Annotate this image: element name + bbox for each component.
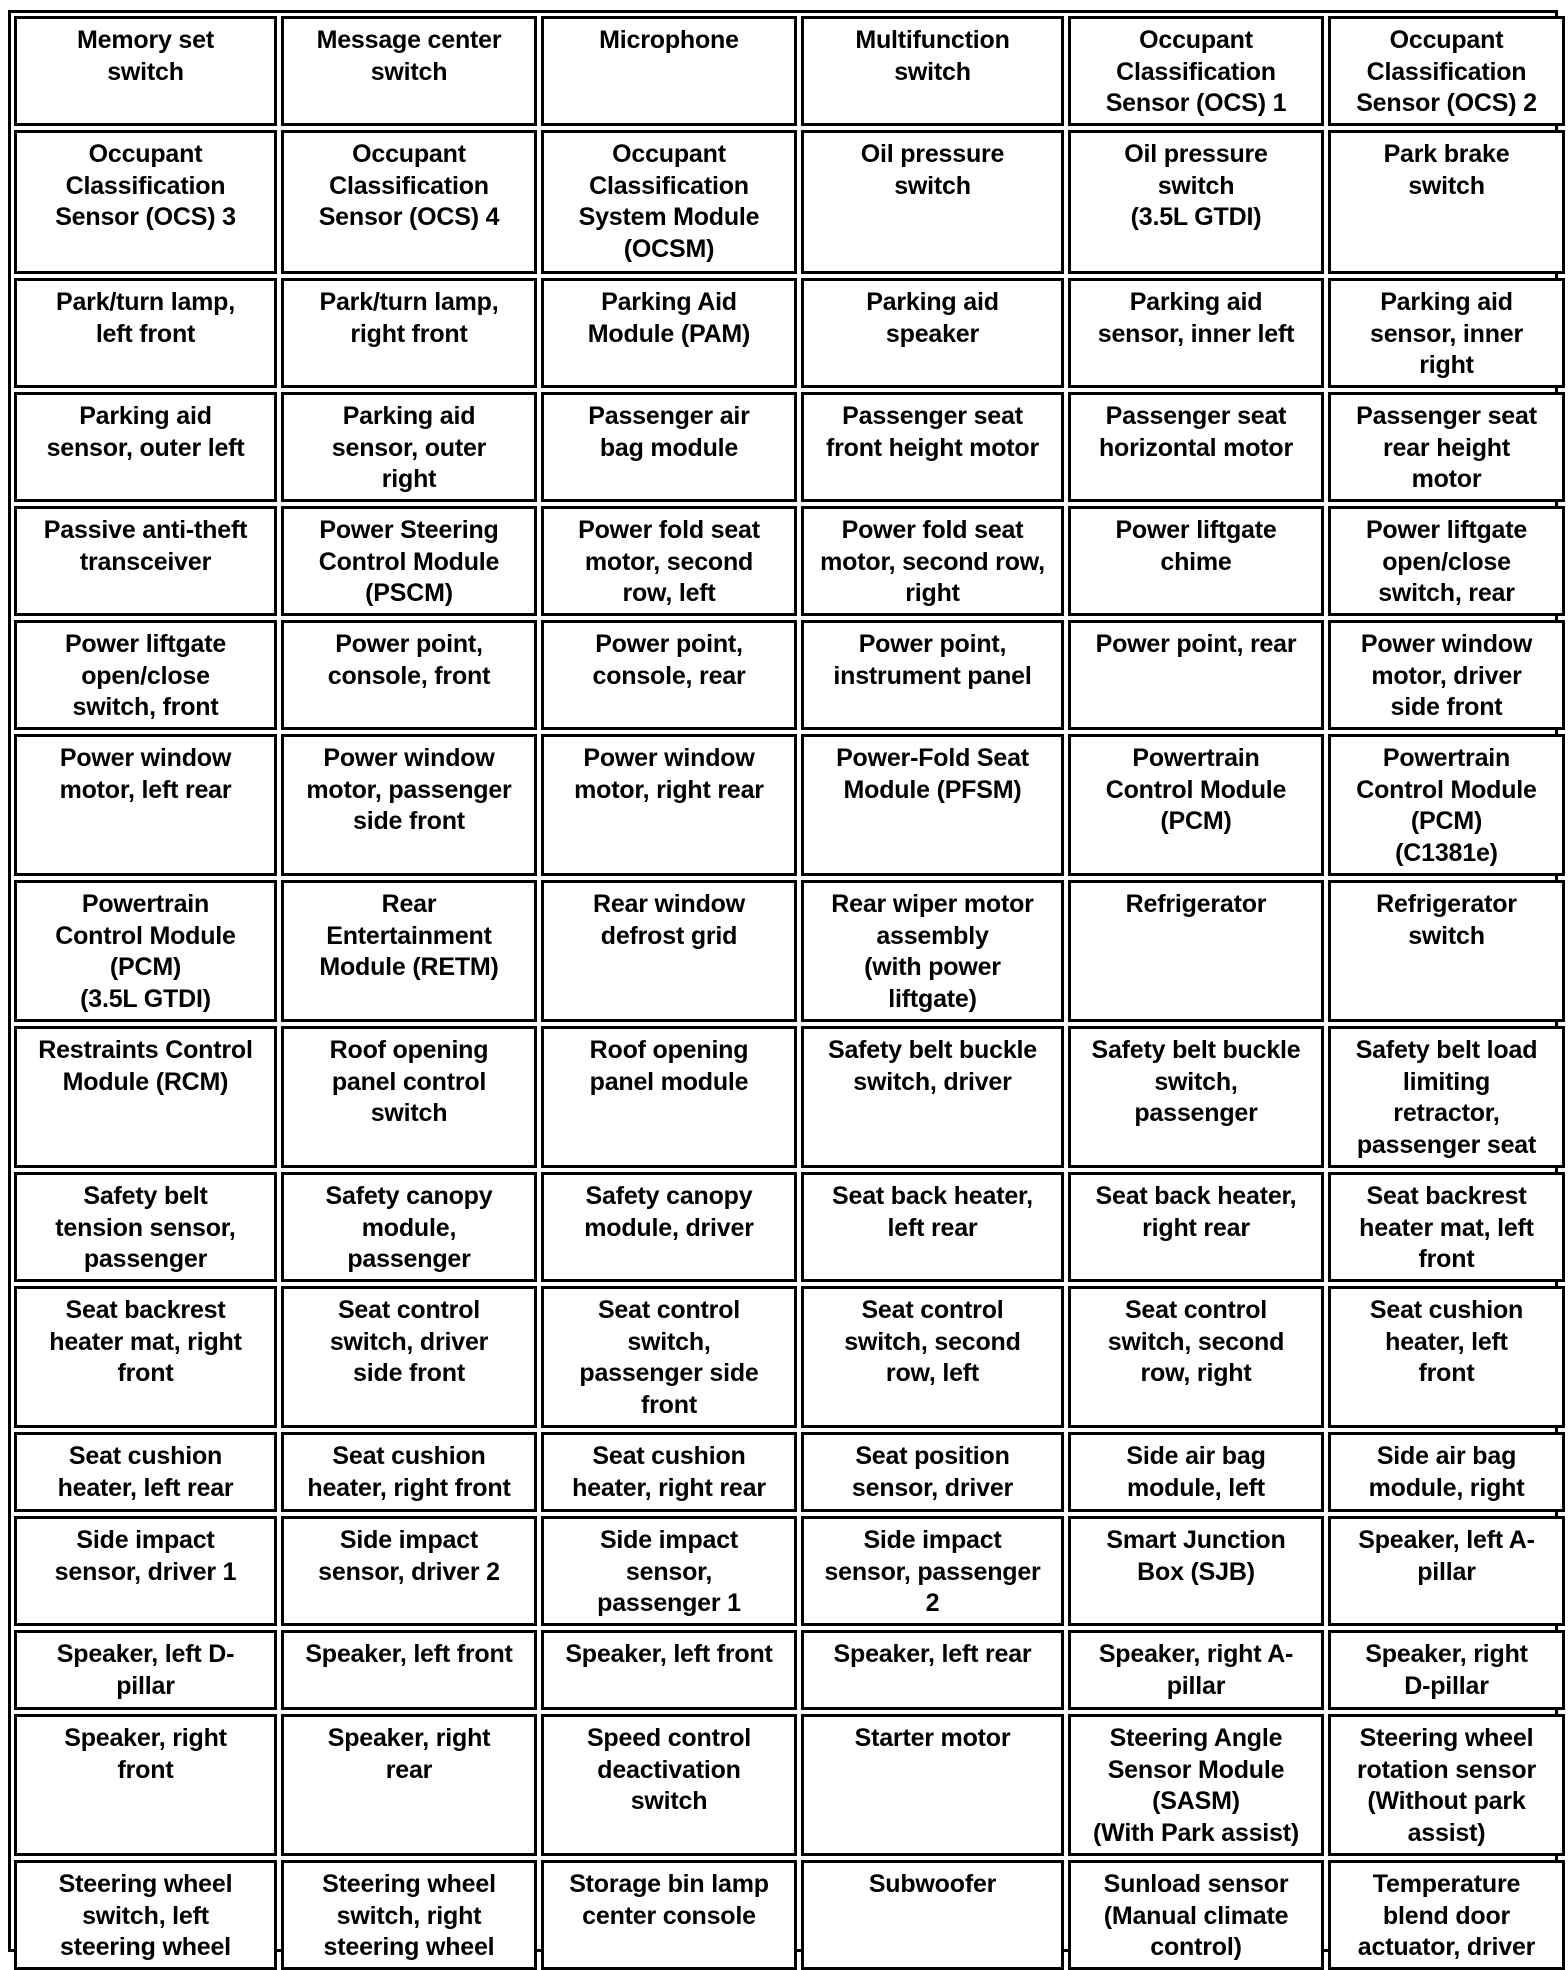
cell-label: Parking aid sensor, inner left — [1097, 288, 1295, 348]
table-cell — [281, 1516, 537, 1626]
cell-label: Safety belt load limiting retractor, passenger seat — [1355, 1036, 1538, 1159]
cell-label: Memory set switch — [77, 26, 214, 86]
table-cell — [1328, 734, 1565, 876]
table-cell — [1328, 1860, 1565, 1970]
table-cell — [14, 392, 277, 502]
cell-label: Seat control switch, passenger side front — [579, 1296, 759, 1419]
cell-label: Smart Junction Box (SJB) — [1106, 1526, 1286, 1586]
table-cell — [14, 278, 277, 388]
cell-label: Speaker, left front — [305, 1640, 513, 1668]
cell-label: Occupant Classification System Module (OCSM) — [578, 140, 760, 263]
table-cell — [1328, 130, 1565, 274]
table-cell — [14, 880, 277, 1022]
cell-label: Power Steering Control Module (PSCM) — [318, 516, 500, 607]
table-cell — [281, 506, 537, 616]
table-cell — [541, 1630, 797, 1710]
cell-label: Power point, console, rear — [592, 630, 746, 690]
table-cell — [801, 620, 1064, 730]
cell-label: Multifunction switch — [855, 26, 1010, 86]
table-cell — [1328, 506, 1565, 616]
cell-label: Occupant Classification Sensor (OCS) 2 — [1356, 26, 1537, 117]
table-cell — [1328, 1432, 1565, 1512]
cell-label: Speaker, right rear — [327, 1724, 491, 1784]
table-cell — [541, 506, 797, 616]
table-cell — [14, 1026, 277, 1168]
table-cell — [801, 1026, 1064, 1168]
table-cell — [541, 16, 797, 126]
table-cell — [801, 130, 1064, 274]
cell-label: Steering wheel rotation sensor (Without park assist) — [1357, 1724, 1536, 1847]
cell-label: Oil pressure switch (3.5L GTDI) — [1124, 140, 1268, 231]
table-cell — [1068, 392, 1324, 502]
table-cell — [1068, 16, 1324, 126]
cell-label: Seat position sensor, driver — [851, 1442, 1014, 1502]
table-cell — [801, 392, 1064, 502]
table-cell — [14, 1630, 277, 1710]
cell-label: Side impact sensor, driver 1 — [54, 1526, 237, 1586]
cell-label: Side air bag module, left — [1126, 1442, 1266, 1502]
table-cell — [1068, 734, 1324, 876]
table-cell — [1068, 1286, 1324, 1428]
cell-label: Subwoofer — [868, 1870, 997, 1898]
cell-label: Speaker, right D-pillar — [1365, 1640, 1528, 1700]
table-cell — [541, 392, 797, 502]
table-cell — [541, 1286, 797, 1428]
table-cell — [1068, 506, 1324, 616]
cell-label: Steering wheel switch, left steering wheel — [58, 1870, 233, 1961]
table-cell — [1068, 1516, 1324, 1626]
cell-label: Power point, console, front — [327, 630, 491, 690]
cell-label: Power window motor, passenger side front — [306, 744, 512, 835]
cell-label: Powertrain Control Module (PCM) — [1105, 744, 1287, 835]
cell-label: Speaker, left A- pillar — [1358, 1526, 1535, 1586]
cell-label: Side impact sensor, passenger 2 — [824, 1526, 1041, 1617]
cell-label: Power point, instrument panel — [833, 630, 1032, 690]
cell-label: Refrigerator switch — [1376, 890, 1517, 950]
cell-label: Side impact sensor, driver 2 — [318, 1526, 500, 1586]
cell-label: Parking aid sensor, outer right — [331, 402, 487, 493]
table-cell — [1328, 1516, 1565, 1626]
cell-label: Roof opening panel control switch — [329, 1036, 489, 1127]
table-cell — [14, 1714, 277, 1856]
table-cell — [14, 1286, 277, 1428]
cell-label: Safety canopy module, passenger — [325, 1182, 493, 1273]
table-cell — [801, 1714, 1064, 1856]
cell-label: Temperature blend door actuator, driver — [1357, 1870, 1536, 1961]
table-cell — [801, 506, 1064, 616]
cell-label: Occupant Classification Sensor (OCS) 4 — [318, 140, 500, 231]
cell-label: Steering Angle Sensor Module (SASM) (With Park assist) — [1093, 1724, 1299, 1847]
cell-label: Safety belt buckle switch, passenger — [1091, 1036, 1301, 1127]
cell-label: Park/turn lamp, right front — [319, 288, 499, 348]
cell-label: Seat backrest heater mat, left front — [1359, 1182, 1534, 1273]
table-cell — [1328, 1172, 1565, 1282]
cell-label: Parking aid sensor, outer left — [46, 402, 245, 462]
table-cell — [541, 1432, 797, 1512]
table-cell — [541, 1860, 797, 1970]
cell-label: Side air bag module, right — [1368, 1442, 1525, 1502]
cell-label: Seat control switch, second row, left — [844, 1296, 1021, 1387]
cell-label: Sunload sensor (Manual climate control) — [1103, 1870, 1289, 1961]
cell-label: Parking aid sensor, inner right — [1369, 288, 1523, 379]
table-cell — [281, 1432, 537, 1512]
table-cell — [1068, 620, 1324, 730]
table-cell — [541, 880, 797, 1022]
cell-label: Passenger seat front height motor — [825, 402, 1040, 462]
table-cell — [1068, 1714, 1324, 1856]
cell-label: Side impact sensor, passenger 1 — [597, 1526, 741, 1617]
cell-label: Power fold seat motor, second row, left — [578, 516, 760, 607]
table-cell — [281, 1172, 537, 1282]
table-cell — [281, 278, 537, 388]
cell-label: Steering wheel switch, right steering wheel — [322, 1870, 496, 1961]
table-cell — [14, 1172, 277, 1282]
table-cell — [281, 16, 537, 126]
table-cell — [541, 130, 797, 274]
cell-label: Seat cushion heater, right front — [307, 1442, 511, 1502]
table-cell — [1328, 1026, 1565, 1168]
table-cell — [541, 1172, 797, 1282]
table-cell — [801, 16, 1064, 126]
table-cell — [801, 1630, 1064, 1710]
cell-label: Speaker, left rear — [833, 1640, 1032, 1668]
cell-label: Powertrain Control Module (PCM) (C1381e) — [1356, 744, 1537, 867]
table-cell — [541, 1714, 797, 1856]
cell-label: Microphone — [599, 26, 739, 54]
cell-label: Refrigerator — [1125, 890, 1267, 918]
table-cell — [14, 1516, 277, 1626]
table-cell — [801, 278, 1064, 388]
table-cell — [281, 392, 537, 502]
cell-label: Speaker, left front — [565, 1640, 773, 1668]
cell-label: Speed control deactivation switch — [586, 1724, 752, 1815]
table-cell — [1068, 880, 1324, 1022]
table-cell — [541, 620, 797, 730]
table-cell — [1068, 1172, 1324, 1282]
cell-label: Power liftgate open/close switch, rear — [1365, 516, 1528, 607]
cell-label: Restraints Control Module (RCM) — [38, 1036, 253, 1096]
table-cell — [801, 1286, 1064, 1428]
table-cell — [1068, 278, 1324, 388]
cell-label: Passenger air bag module — [588, 402, 750, 462]
table-cell — [1068, 1432, 1324, 1512]
table-cell — [281, 1860, 537, 1970]
cell-label: Power liftgate chime — [1115, 516, 1277, 576]
cell-label: Starter motor — [854, 1724, 1011, 1752]
cell-label: Power fold seat motor, second row, right — [820, 516, 1045, 607]
table-cell — [1328, 880, 1565, 1022]
table-cell — [1328, 392, 1565, 502]
table-cell — [1328, 278, 1565, 388]
cell-label: Rear Entertainment Module (RETM) — [319, 890, 499, 981]
cell-label: Occupant Classification Sensor (OCS) 3 — [55, 140, 236, 231]
table-cell — [801, 1516, 1064, 1626]
table-cell — [801, 1432, 1064, 1512]
cell-label: Power-Fold Seat Module (PFSM) — [836, 744, 1029, 804]
table-cell — [281, 1714, 537, 1856]
cell-label: Seat back heater, right rear — [1095, 1182, 1297, 1242]
cell-label: Message center switch — [316, 26, 502, 86]
table-cell — [1068, 1026, 1324, 1168]
cell-label: Safety belt buckle switch, driver — [828, 1036, 1037, 1096]
table-cell — [1328, 620, 1565, 730]
cell-label: Powertrain Control Module (PCM) (3.5L GTDI) — [55, 890, 236, 1013]
cell-label: Parking aid speaker — [866, 288, 999, 348]
table-cell — [281, 1026, 537, 1168]
cell-label: Passenger seat rear height motor — [1356, 402, 1537, 493]
cell-label: Power window motor, driver side front — [1360, 630, 1533, 721]
cell-label: Power point, rear — [1095, 630, 1297, 658]
table-cell — [1328, 16, 1565, 126]
cell-label: Park/turn lamp, left front — [56, 288, 235, 348]
table-cell — [541, 278, 797, 388]
table-cell — [281, 880, 537, 1022]
table-cell — [801, 734, 1064, 876]
cell-label: Oil pressure switch — [860, 140, 1005, 200]
cell-label: Occupant Classification Sensor (OCS) 1 — [1105, 26, 1287, 117]
cell-label: Seat control switch, driver side front — [329, 1296, 489, 1387]
cell-label: Speaker, left D- pillar — [56, 1640, 235, 1700]
cell-label: Seat cushion heater, left front — [1369, 1296, 1524, 1387]
cell-label: Seat backrest heater mat, right front — [49, 1296, 242, 1387]
cell-label: Seat control switch, second row, right — [1107, 1296, 1285, 1387]
table-cell — [801, 1172, 1064, 1282]
table-cell — [1328, 1286, 1565, 1428]
table-cell — [1328, 1630, 1565, 1710]
table-cell — [1068, 1630, 1324, 1710]
table-cell — [801, 880, 1064, 1022]
cell-label: Parking Aid Module (PAM) — [587, 288, 751, 348]
table-cell — [541, 1026, 797, 1168]
cell-label: Park brake switch — [1383, 140, 1510, 200]
cell-label: Safety canopy module, driver — [584, 1182, 754, 1242]
cell-label: Safety belt tension sensor, passenger — [55, 1182, 236, 1273]
cell-label: Rear window defrost grid — [593, 890, 745, 950]
cell-label: Seat cushion heater, left rear — [57, 1442, 234, 1502]
table-cell — [14, 620, 277, 730]
cell-label: Rear wiper motor assembly (with power liftgate) — [831, 890, 1034, 1013]
table-cell — [1068, 130, 1324, 274]
table-cell — [14, 1432, 277, 1512]
cell-label: Power window motor, left rear — [59, 744, 232, 804]
table-cell — [281, 734, 537, 876]
table-cell — [801, 1860, 1064, 1970]
table-cell — [14, 130, 277, 274]
table-cell — [1068, 1860, 1324, 1970]
cell-label: Passive anti-theft transceiver — [43, 516, 248, 576]
table-cell — [14, 506, 277, 616]
table-cell — [541, 734, 797, 876]
cell-label: Storage bin lamp center console — [569, 1870, 769, 1930]
cell-label: Speaker, right A- pillar — [1098, 1640, 1294, 1700]
table-cell — [281, 1630, 537, 1710]
table-cell — [281, 130, 537, 274]
cell-label: Power window motor, right rear — [574, 744, 764, 804]
cell-label: Speaker, right front — [64, 1724, 227, 1784]
cell-label: Passenger seat horizontal motor — [1098, 402, 1293, 462]
table-cell — [14, 16, 277, 126]
cell-label: Seat back heater, left rear — [832, 1182, 1033, 1242]
cell-label: Roof opening panel module — [589, 1036, 749, 1096]
table-cell — [281, 620, 537, 730]
table-cell — [14, 734, 277, 876]
table-cell — [14, 1860, 277, 1970]
table-cell — [1328, 1714, 1565, 1856]
cell-label: Power liftgate open/close switch, front — [64, 630, 227, 721]
component-table — [8, 10, 1558, 1961]
cell-label: Seat cushion heater, right rear — [572, 1442, 766, 1502]
table-cell — [281, 1286, 537, 1428]
table-cell — [541, 1516, 797, 1626]
